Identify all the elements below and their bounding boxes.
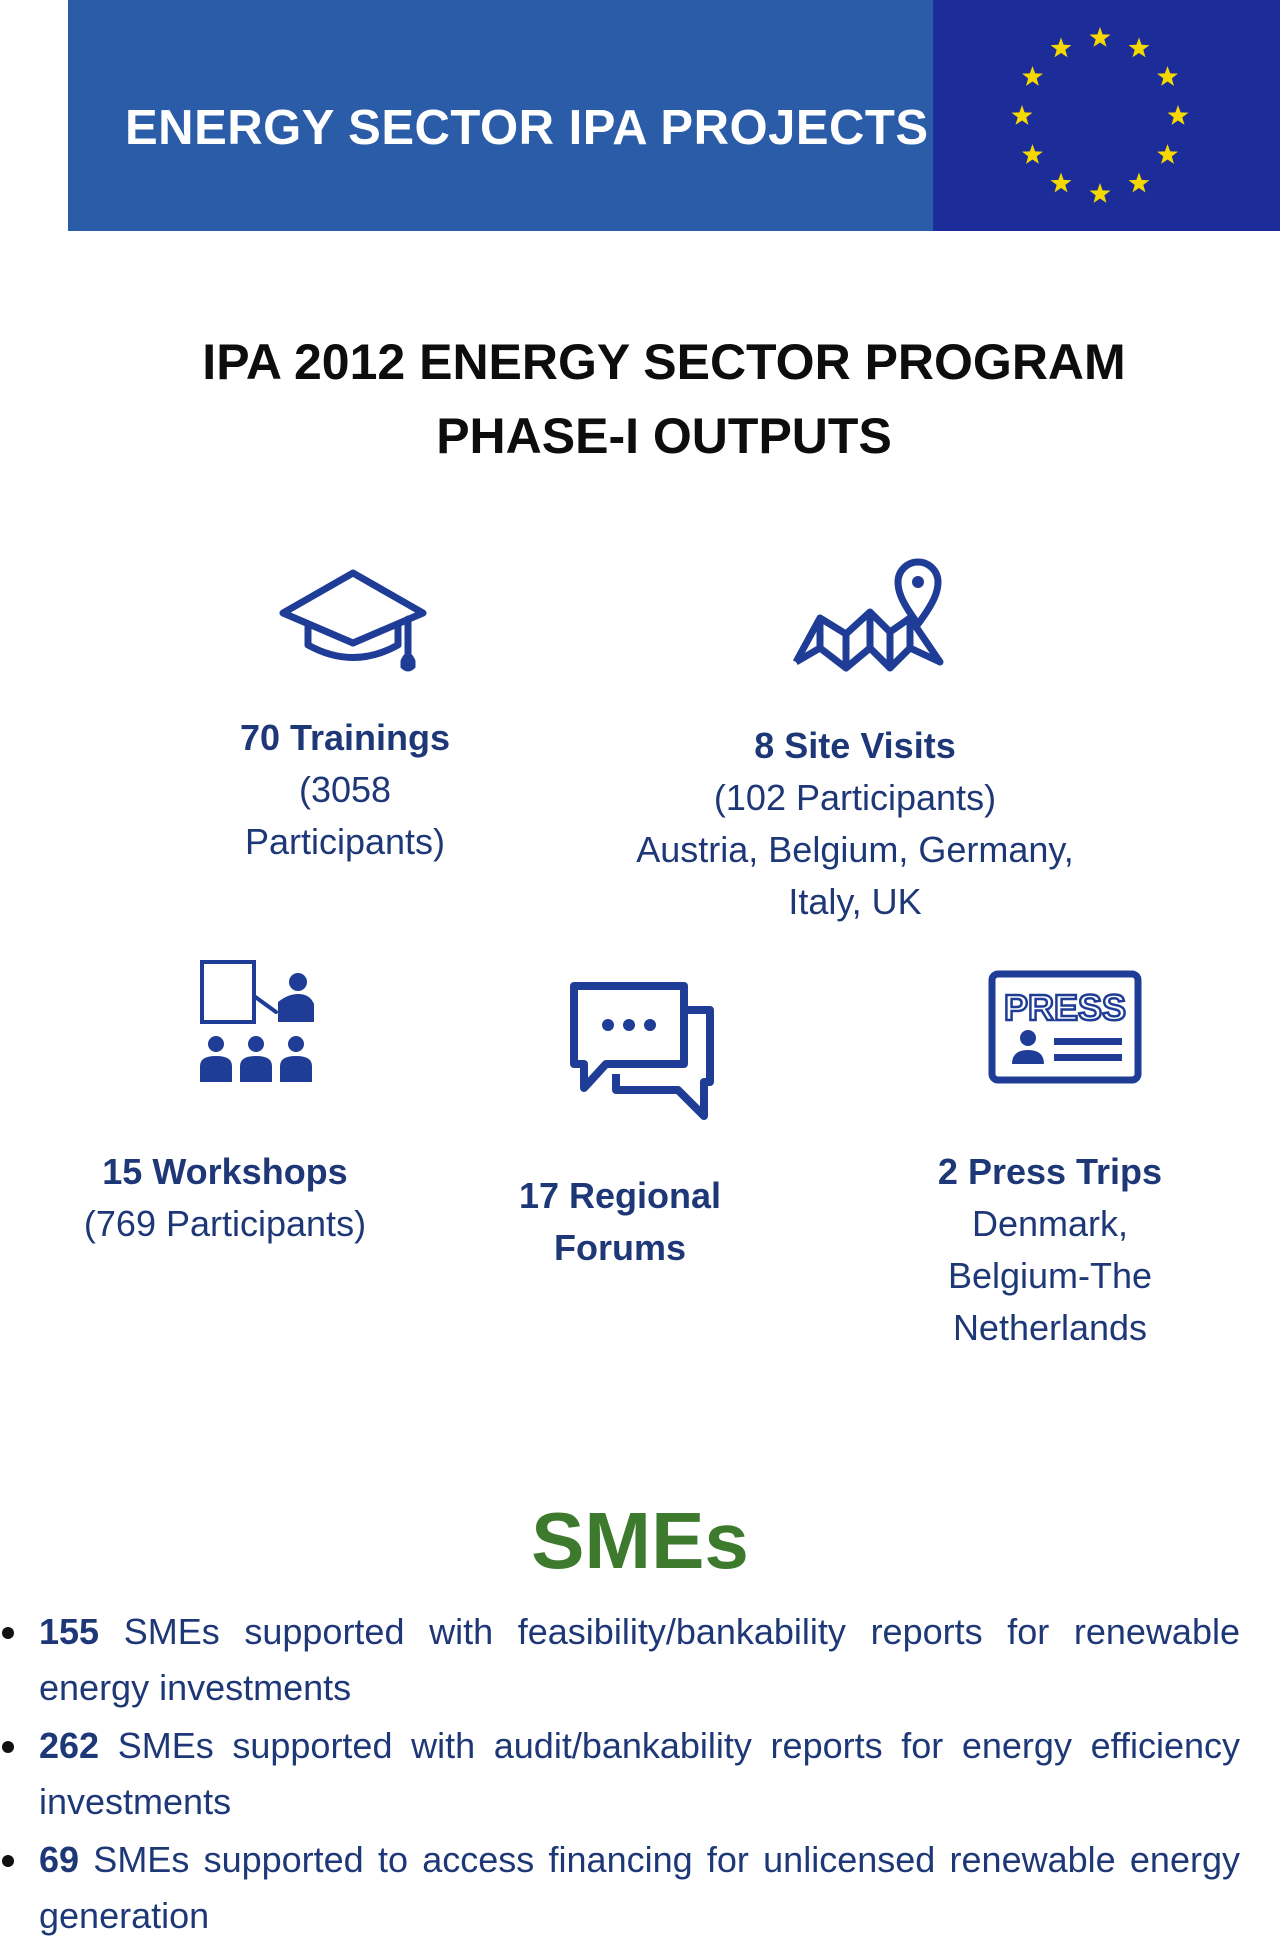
workshops-heading: 15 Workshops	[102, 1151, 348, 1192]
svg-text:PRESS: PRESS	[1003, 987, 1127, 1028]
site-visits-countries-line1: Austria, Belgium, Germany,	[636, 829, 1074, 870]
star-icon	[1168, 105, 1189, 125]
eu-flag-icon	[933, 0, 1280, 231]
press-trips-country-line3: Netherlands	[952, 1307, 1148, 1348]
star-icon	[1090, 183, 1111, 203]
star-icon	[1157, 66, 1178, 86]
star-icon	[1129, 38, 1150, 58]
press-trips-country-line1: Denmark,	[971, 1203, 1129, 1244]
output-regional-forums	[470, 1170, 770, 1274]
star-icon	[1022, 144, 1043, 164]
star-icon	[1051, 173, 1072, 193]
star-icon	[1129, 173, 1150, 193]
trainings-participants: (3058	[298, 769, 392, 810]
output-trainings	[200, 712, 490, 868]
sme-description: SMEs supported to access financing for unlicensed renewable energy generation	[39, 1839, 1240, 1936]
bullet-icon	[2, 1627, 14, 1639]
press-badge-icon	[988, 970, 1142, 1089]
page-title-line1: IPA 2012 ENERGY SECTOR PROGRAM	[202, 334, 1126, 390]
sme-description: SMEs supported with feasibility/bankability reports for renewable energy investments	[39, 1611, 1240, 1708]
list-item	[0, 1604, 1240, 1716]
page-title	[0, 325, 1280, 473]
site-visits-heading: 8 Site Visits	[754, 725, 956, 766]
chat-bubbles-icon	[566, 980, 720, 1125]
press-trips-country-line2: Belgium-The	[947, 1255, 1153, 1296]
sme-count: 69	[39, 1839, 80, 1880]
header-banner	[68, 0, 1280, 231]
presentation-icon	[196, 958, 316, 1089]
output-press-trips	[890, 1146, 1210, 1354]
star-icon	[1157, 144, 1178, 164]
workshops-participants: (769 Participants)	[83, 1203, 367, 1244]
list-item	[0, 1718, 1240, 1830]
star-icon	[1090, 27, 1111, 47]
bullet-icon	[2, 1855, 14, 1867]
sme-list	[0, 1604, 1240, 1946]
banner-title: ENERGY SECTOR IPA PROJECTS	[125, 101, 929, 155]
bullet-icon	[2, 1741, 14, 1753]
sme-count: 155	[39, 1611, 100, 1652]
site-visits-participants: (102 Participants)	[713, 777, 997, 818]
page-title-line2: PHASE-I OUTPUTS	[436, 408, 892, 464]
sme-section-title: SMEs	[531, 1496, 749, 1585]
output-workshops	[50, 1146, 400, 1250]
star-icon	[1022, 66, 1043, 86]
map-pin-icon	[790, 552, 950, 687]
output-site-visits	[600, 720, 1110, 928]
forums-heading-line2: Forums	[553, 1227, 686, 1268]
press-trips-heading: 2 Press Trips	[937, 1151, 1163, 1192]
sme-description: SMEs supported with audit/bankability reports for energy efficiency investments	[39, 1725, 1240, 1822]
trainings-participants-label: Participants)	[244, 821, 446, 862]
star-icon	[1012, 105, 1033, 125]
list-item	[0, 1832, 1240, 1944]
trainings-heading: 70 Trainings	[239, 717, 451, 758]
star-icon	[1051, 38, 1072, 58]
site-visits-countries-line2: Italy, UK	[788, 881, 922, 922]
graduation-cap-icon	[278, 565, 428, 685]
sme-count: 262	[39, 1725, 100, 1766]
forums-heading-line1: 17 Regional	[518, 1175, 722, 1216]
